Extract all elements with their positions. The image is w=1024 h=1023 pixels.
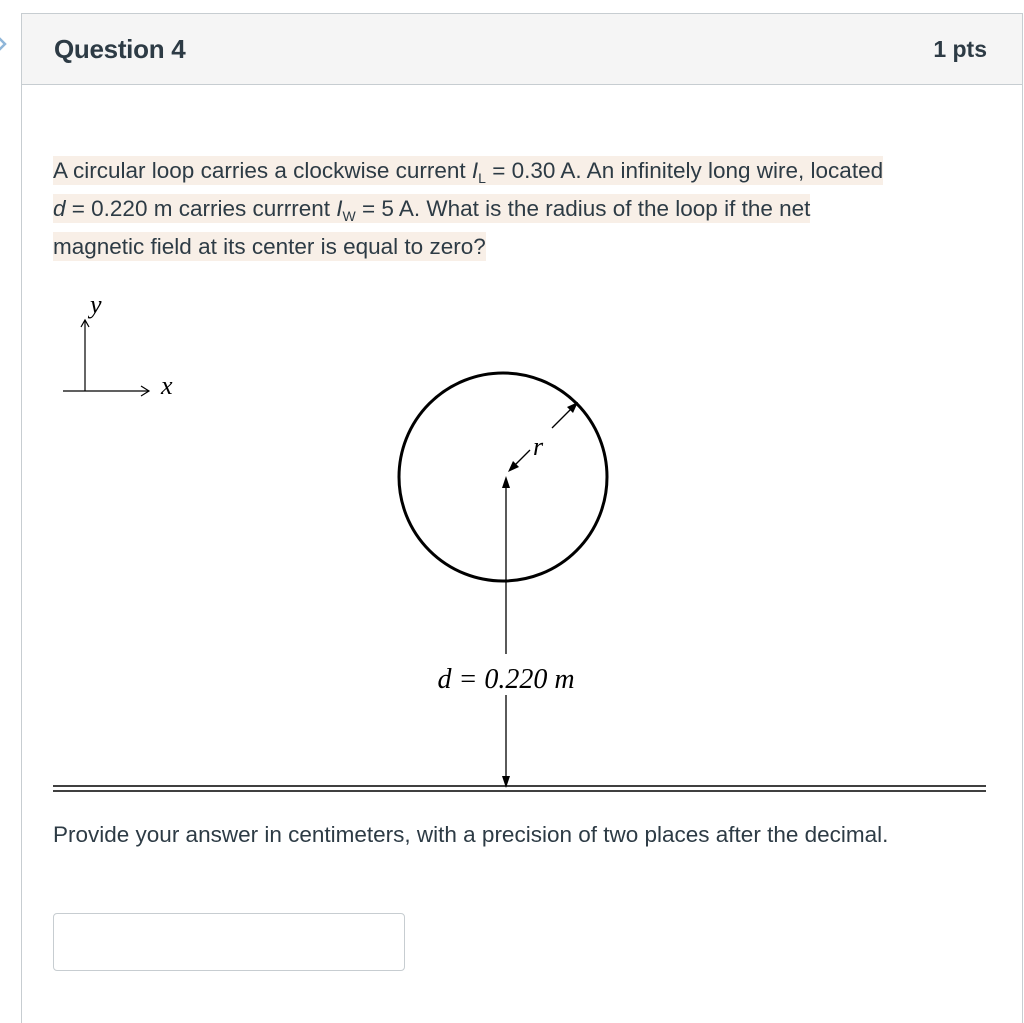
answer-instructions: Provide your answer in centimeters, with a precision of two places after the decimal. <box>53 822 889 847</box>
distance-label: d = 0.220 m <box>437 664 575 695</box>
physics-diagram <box>22 14 1024 814</box>
chevron-right-icon <box>0 34 8 54</box>
radius-arrow <box>508 402 578 472</box>
question-text-line-1: A circular loop carries a clockwise current $I_L = 0.30$ A. An infinitely long wire, located <box>53 158 884 186</box>
distance-arrow <box>502 476 510 788</box>
question-title: Question 4 <box>54 33 186 64</box>
question-points: 1 pts <box>933 35 987 62</box>
infinite-wire <box>53 786 986 791</box>
axes-icon <box>63 320 149 396</box>
question-text-line-3: magnetic field at its center is equal to zero? <box>53 234 486 259</box>
axis-y-label: y <box>90 290 102 319</box>
answer-input[interactable] <box>53 913 405 971</box>
axis-x-label: x <box>161 371 173 400</box>
question-text-line-2: d = 0.220 m carries currrent $I_W = 5$ A. What is the radius of the loop if the net <box>53 196 811 224</box>
question-header <box>22 14 1022 85</box>
current-loop <box>399 373 607 581</box>
question-text <box>53 152 993 266</box>
radius-label: r <box>533 432 544 461</box>
question-card <box>21 13 1023 1023</box>
